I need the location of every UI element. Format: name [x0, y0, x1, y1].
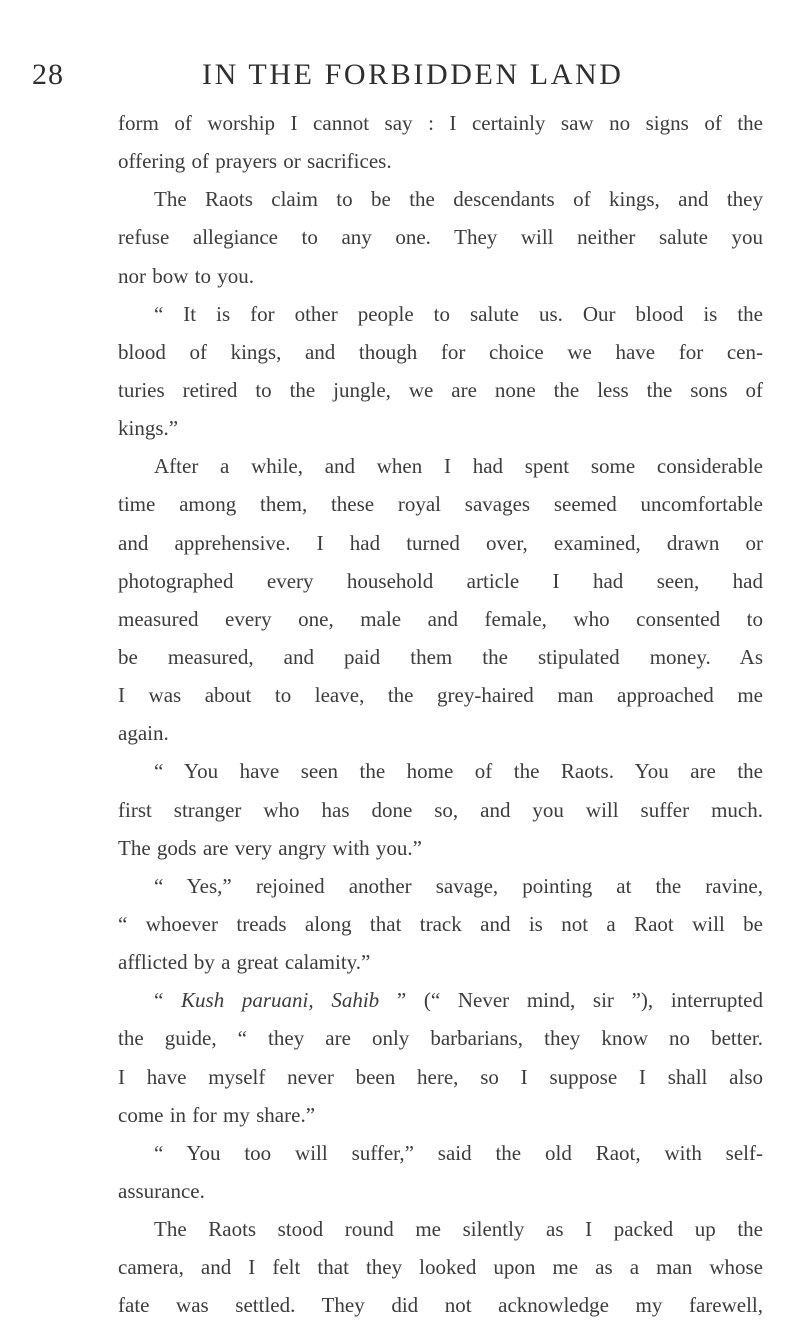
text-line: time among them, these royal savages seemed uncomfortable [118, 492, 763, 517]
text-line: nor bow to you. [118, 263, 254, 288]
text-line: offering of prayers or sacrifices. [118, 149, 392, 174]
text-line: photographed every household article I had seen, had [118, 568, 763, 593]
text-line: I was about to leave, the grey-haired man approached me [118, 683, 763, 708]
running-title: IN THE FORBIDDEN LAND [202, 58, 624, 91]
text-line: “ You too will suffer,” said the old Raot, with self- [154, 1140, 763, 1165]
text-line: afflicted by a great calamity.” [118, 950, 371, 975]
page-number: 28 [32, 58, 64, 91]
text-line: “ It is for other people to salute us. Our blood is the [154, 301, 763, 326]
text-line: camera, and I felt that they looked upon me as a man whose [118, 1255, 763, 1280]
text-line: the guide, “ they are only barbarians, they know no better. [118, 1026, 763, 1051]
text-line: The gods are very angry with you.” [118, 835, 422, 860]
italic-phrase: Kush paruani, Sahib [181, 988, 380, 1013]
text-line: assurance. [118, 1178, 205, 1203]
text-line: fate was settled. They did not acknowledge my farewell, [118, 1293, 763, 1318]
text-line: I have myself never been here, so I suppose I shall also [118, 1064, 763, 1089]
line-rest: ” (“ Never mind, sir ”), interrupted [379, 988, 763, 1013]
text-line: “ whoever treads along that track and is not a Raot will be [118, 911, 763, 936]
text-line: come in for my share.” [118, 1102, 316, 1127]
text-line: After a while, and when I had spent some considerable [154, 454, 763, 479]
text-line: turies retired to the jungle, we are none the less the sons of [118, 377, 763, 402]
text-line: form of worship I cannot say : I certainly saw no signs of the [118, 111, 763, 135]
running-head [0, 58, 801, 98]
text-line: first stranger who has done so, and you will suffer much. [118, 797, 763, 822]
text-line: “ Yes,” rejoined another savage, pointing at the ravine, [154, 873, 763, 898]
text-line: “ You have seen the home of the Raots. You are the [154, 759, 763, 784]
text-line: be measured, and paid them the stipulated money. As [118, 644, 763, 669]
open-quote: “ [154, 988, 182, 1013]
text-line: blood of kings, and though for choice we have for cen- [118, 339, 763, 364]
text-line: again. [118, 721, 169, 746]
text-line-mixed [118, 981, 763, 1019]
text-line: measured every one, male and female, who consented to [118, 606, 763, 631]
text-line: The Raots stood round me silently as I packed up the [154, 1217, 763, 1242]
text-line: kings.” [118, 416, 179, 441]
body-text [118, 104, 763, 1325]
text-line: refuse allegiance to any one. They will neither salute you [118, 225, 763, 250]
text-line: and apprehensive. I had turned over, examined, drawn or [118, 530, 763, 555]
text-line: The Raots claim to be the descendants of kings, and they [154, 187, 763, 212]
